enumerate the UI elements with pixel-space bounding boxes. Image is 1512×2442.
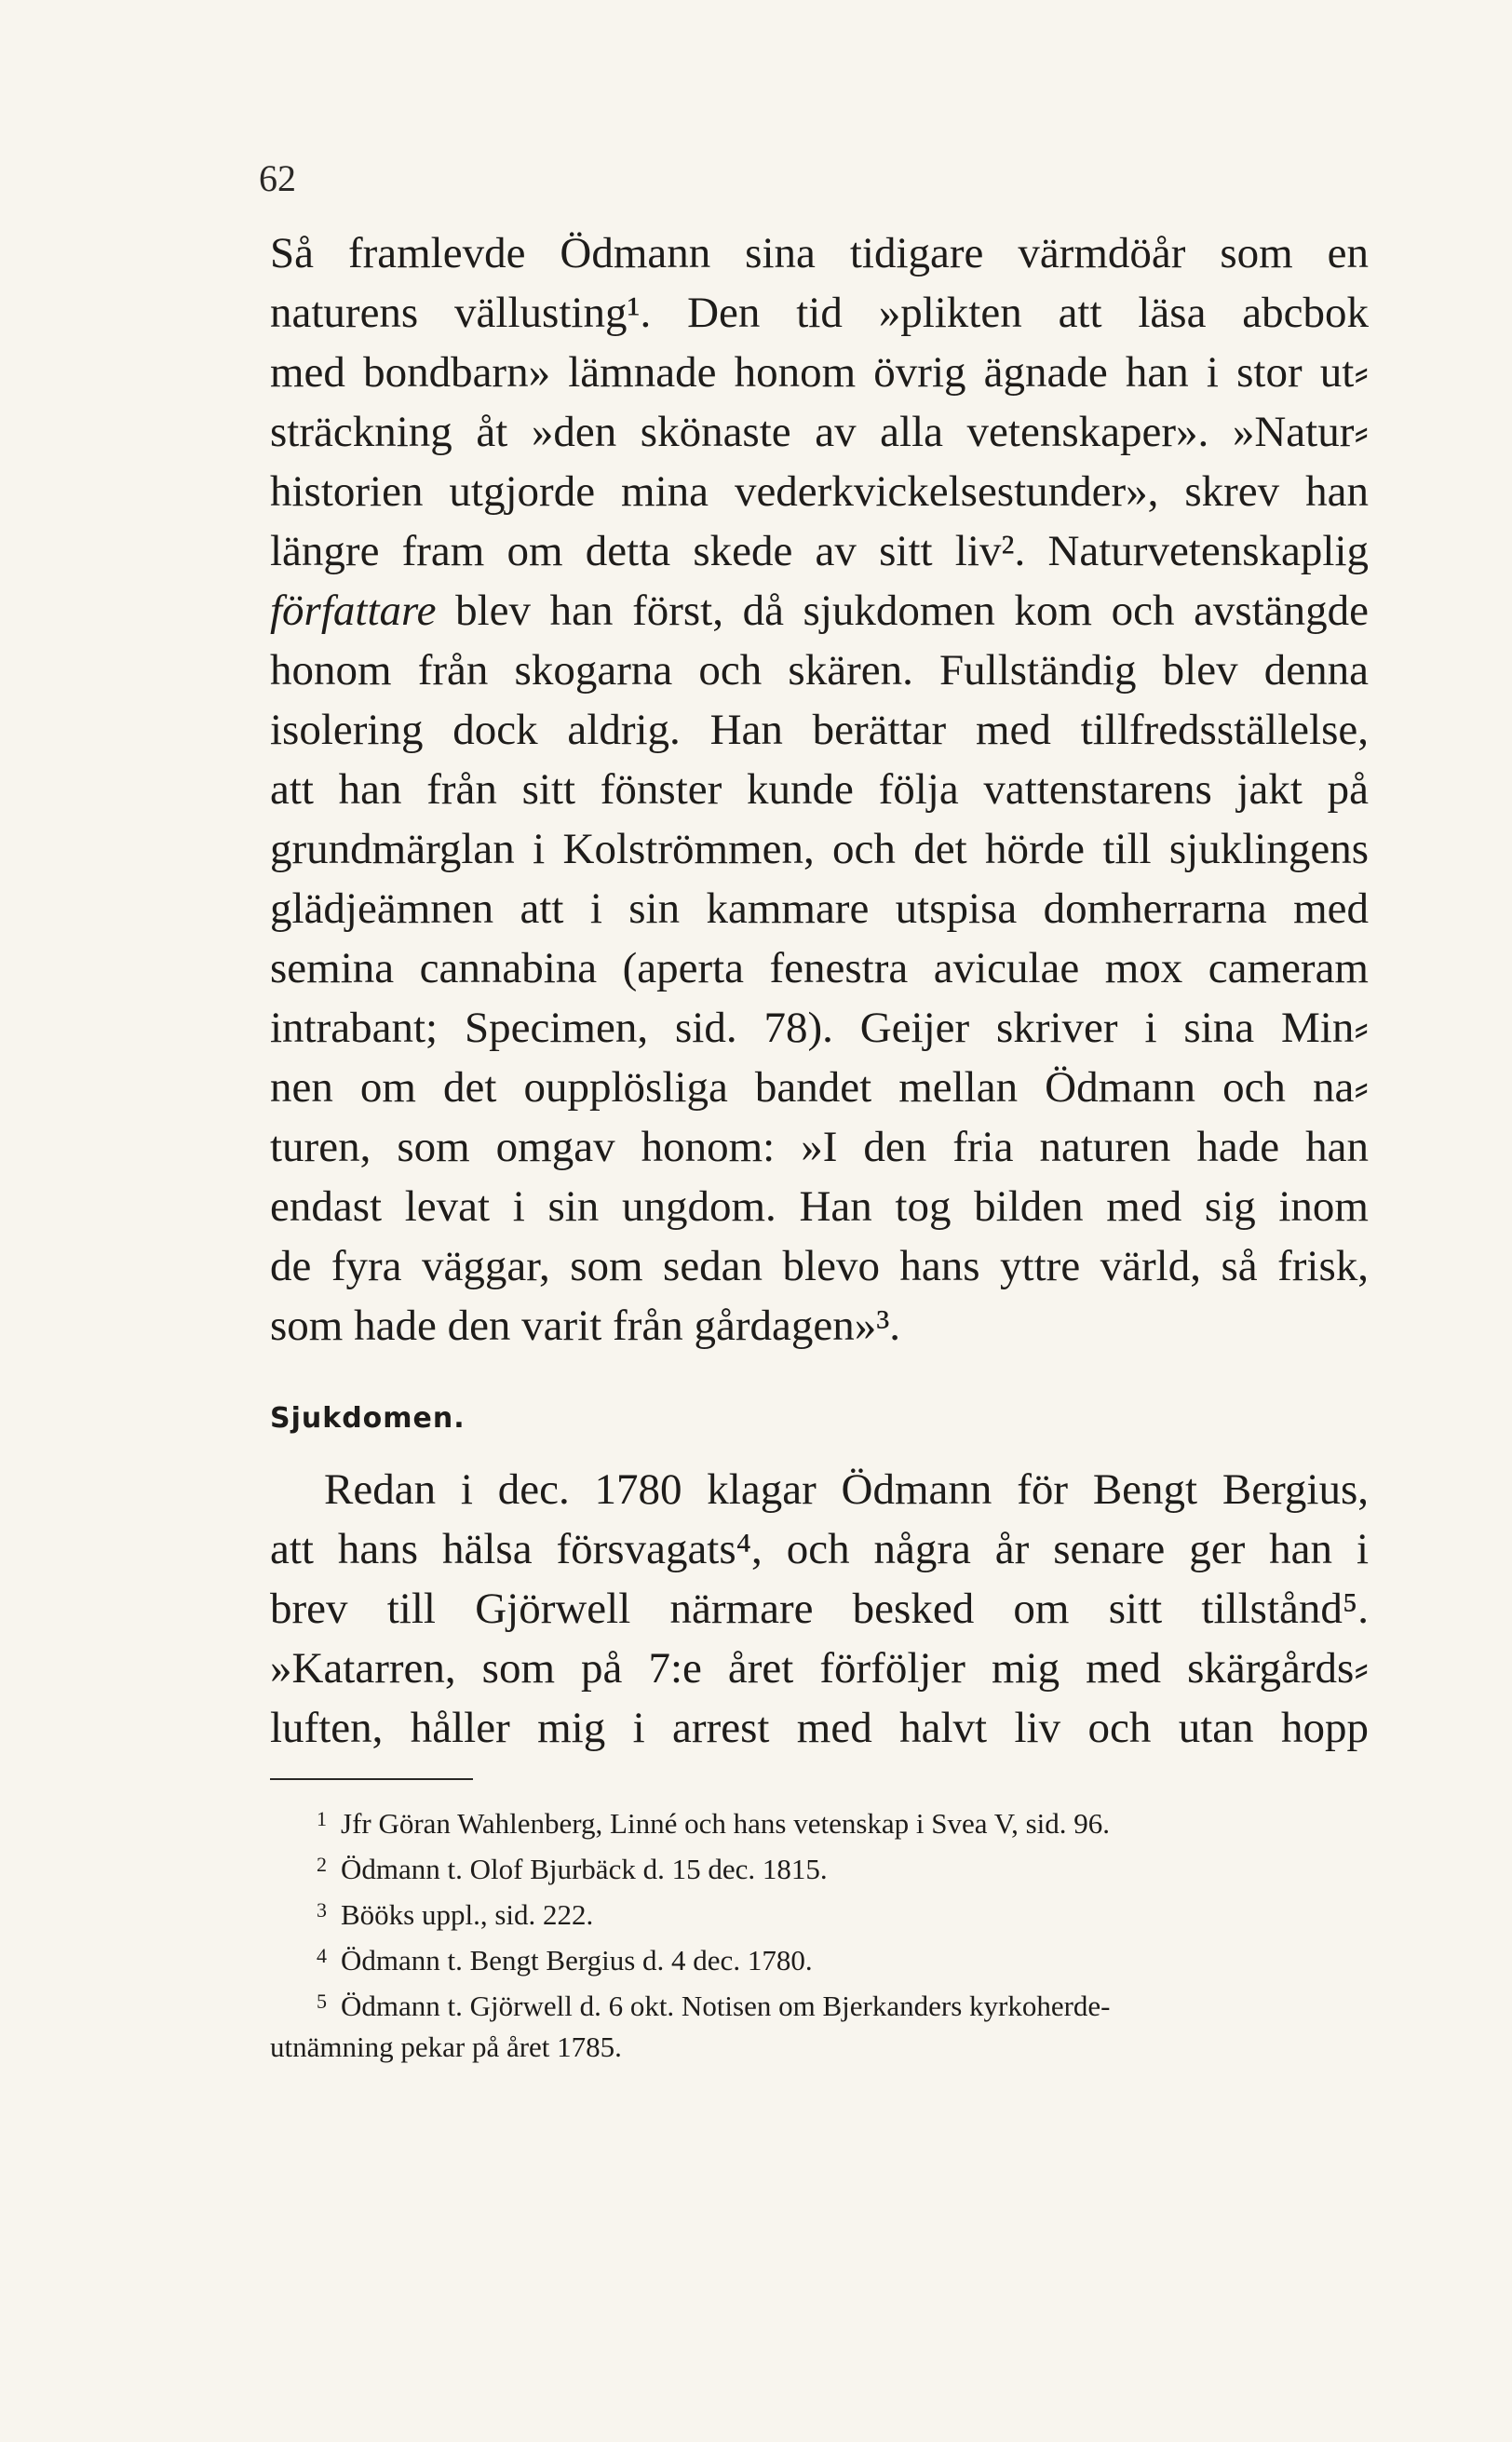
- text-line: de fyra väggar, som sedan blevo hans yttre värld, så frisk,: [270, 1242, 1369, 1290]
- text-line: brev till Gjörwell närmare besked om sitt tillstånd⁵.: [270, 1585, 1369, 1633]
- text-line-rest: blev han först, då sjukdomen kom och avstängde: [455, 587, 1370, 635]
- text-line: isolering dock aldrig. Han berättar med tillfredsställelse,: [270, 706, 1369, 754]
- footnote: [270, 1844, 1369, 1890]
- footnote: [270, 1890, 1369, 1936]
- text-line: luften, håller mig i arrest med halvt liv och utan hopp: [270, 1704, 1369, 1752]
- footnote: [270, 1981, 1369, 2027]
- footnote-text: Ödmann t. Gjörwell d. 6 okt. Notisen om Bjerkanders kyrkoherde-: [341, 1990, 1111, 2022]
- text-line: endast levat i sin ungdom. Han tog bilden med sig inom: [270, 1182, 1369, 1231]
- text-line: »Katarren, som på 7:e året förföljer mig med skärgårds⸗: [270, 1644, 1369, 1693]
- text-line: med bondbarn» lämnade honom övrig ägnade han i stor ut⸗: [270, 348, 1369, 397]
- paragraph-second: [270, 1460, 1369, 1758]
- footnote-number: 5: [317, 1990, 327, 2013]
- text-line: naturens vällusting¹. Den tid »plikten att läsa abcbok: [270, 289, 1369, 337]
- text-line: glädjeämnen att i sin kammare utspisa domherrarna med: [270, 884, 1369, 933]
- footnotes: [270, 1799, 1369, 2068]
- text-line: semina cannabina (aperta fenestra aviculae mox cameram: [270, 944, 1369, 992]
- text-line: som hade den varit från gårdagen»³.: [270, 1302, 901, 1350]
- footnote-continuation: utnämning pekar på året 1785.: [270, 2031, 622, 2063]
- text-line: Så framlevde Ödmann sina tidigare värmdöår som en: [270, 229, 1369, 277]
- footnote-text: Bööks uppl., sid. 222.: [341, 1898, 594, 1931]
- text-line: längre fram om detta skede av sitt liv². Naturvetenskaplig: [270, 527, 1369, 575]
- text-line: turen, som omgav honom: »I den fria naturen hade han: [270, 1123, 1369, 1171]
- text-line: grundmärglan i Kolströmmen, och det hörde till sjuklingens: [270, 825, 1369, 873]
- footnote-number: 2: [317, 1853, 327, 1876]
- italic-word: författare: [270, 587, 437, 635]
- text-line: honom från skogarna och skären. Fullständig blev denna: [270, 646, 1369, 695]
- text-line: historien utgjorde mina vederkvickelsestunder», skrev han: [270, 467, 1369, 516]
- footnote-number: 1: [317, 1807, 327, 1830]
- text-line: intrabant; Specimen, sid. 78). Geijer skriver i sina Min⸗: [270, 1004, 1369, 1052]
- footnote-text: Jfr Göran Wahlenberg, Linné och hans vetenskap i Svea V, sid. 96.: [341, 1807, 1111, 1840]
- footnote: [270, 1936, 1369, 1981]
- text-line: sträckning åt »den skönaste av alla vetenskaper». »Natur⸗: [270, 408, 1369, 456]
- text-line: Redan i dec. 1780 klagar Ödmann för Bengt Bergius,: [324, 1465, 1369, 1514]
- footnote-number: 3: [317, 1898, 327, 1922]
- page-number: 62: [259, 157, 296, 199]
- footnote-number: 4: [317, 1944, 327, 1967]
- footnote-divider: [270, 1778, 473, 1780]
- paragraph-main: [270, 223, 1369, 1356]
- text-line: att han från sitt fönster kunde följa vattenstarens jakt på: [270, 765, 1369, 814]
- footnote-text: Ödmann t. Olof Bjurbäck d. 15 dec. 1815.: [341, 1853, 828, 1885]
- footnote: [270, 1799, 1369, 1844]
- text-line: nen om det oupplösliga bandet mellan Ödmann och na⸗: [270, 1063, 1369, 1112]
- footnote-text: Ödmann t. Bengt Bergius d. 4 dec. 1780.: [341, 1944, 813, 1977]
- section-heading: Sjukdomen.: [270, 1402, 466, 1435]
- text-line-with-italic: [270, 581, 1369, 641]
- text-line: att hans hälsa försvagats⁴, och några år senare ger han i: [270, 1525, 1369, 1573]
